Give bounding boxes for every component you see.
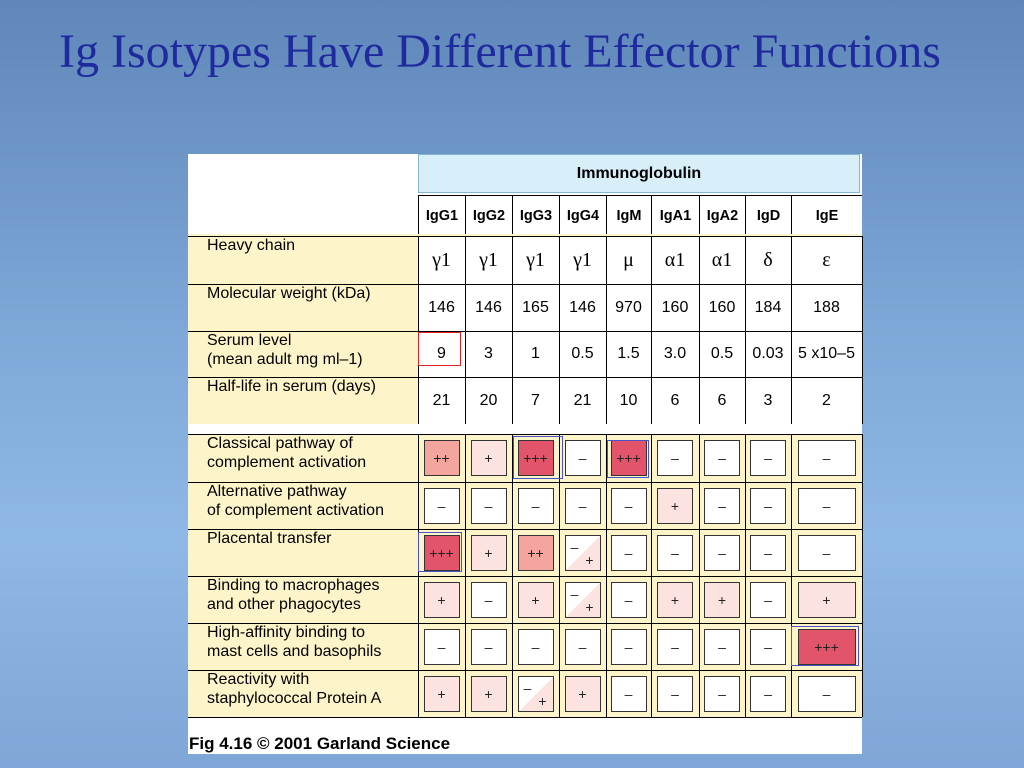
property-value: γ1 <box>573 248 592 271</box>
row-label-line: (mean adult mg ml–1) <box>207 351 363 368</box>
col-rule <box>862 236 863 424</box>
property-value: 21 <box>573 391 592 409</box>
property-value: 146 <box>428 298 455 316</box>
column-header-igg1: IgG1 <box>418 196 465 236</box>
property-value: γ1 <box>432 248 451 271</box>
row-label-line: Serum level <box>207 332 292 349</box>
property-value: 3 <box>763 391 773 409</box>
col-rule <box>418 434 419 717</box>
activity-symbol: – <box>657 440 693 476</box>
activity-symbol: – <box>750 440 786 476</box>
activity-symbol: + <box>471 676 507 712</box>
col-rule <box>791 434 792 717</box>
property-value: 3 <box>484 345 493 362</box>
activity-symbol: – <box>565 629 601 665</box>
activity-symbol: + <box>518 582 554 618</box>
activity-symbol: – <box>798 535 856 571</box>
column-header-igg3: IgG3 <box>512 196 559 236</box>
activity-symbol: + <box>471 535 507 571</box>
column-header-igg2: IgG2 <box>465 196 512 236</box>
symbol-minus: – <box>570 585 579 602</box>
activity-symbol: – <box>565 488 601 524</box>
highlight-box <box>418 332 461 366</box>
activity-symbol: – <box>611 676 647 712</box>
property-value: 5 x10–5 <box>798 345 855 362</box>
activity-symbol: – <box>611 629 647 665</box>
activity-symbol: – <box>704 629 740 665</box>
column-header-igg4: IgG4 <box>559 196 606 236</box>
activity-symbol: + <box>424 676 460 712</box>
activity-symbol: – <box>471 629 507 665</box>
row-label-line: Alternative pathway <box>207 483 347 500</box>
row-label-line: Classical pathway of <box>207 435 353 452</box>
property-value: 21 <box>432 391 451 409</box>
property-value: γ1 <box>479 248 498 271</box>
activity-symbol: – <box>704 676 740 712</box>
symbol-plus: + <box>585 551 594 568</box>
row-label-line: Placental transfer <box>207 530 332 547</box>
row-label-line: mast cells and basophils <box>207 643 382 660</box>
function-row-label <box>188 434 418 482</box>
row-label-line: Molecular weight (kDa) <box>207 285 371 302</box>
property-value: ε <box>822 248 831 271</box>
property-value: 1.5 <box>617 345 640 362</box>
row-label-line: and other phagocytes <box>207 596 361 613</box>
row-label-line: complement activation <box>207 454 367 471</box>
activity-symbol: – <box>518 488 554 524</box>
row-rule <box>188 717 862 718</box>
activity-symbol <box>518 676 554 712</box>
property-value: 3.0 <box>663 345 687 362</box>
activity-symbol: +++ <box>424 535 460 571</box>
property-row-label <box>188 331 418 377</box>
col-rule <box>465 434 466 717</box>
activity-symbol: – <box>657 629 693 665</box>
property-value: 165 <box>522 298 549 316</box>
symbol-minus: – <box>570 538 579 555</box>
function-row-label <box>188 529 418 576</box>
column-header-ige: IgE <box>791 196 862 236</box>
activity-symbol <box>565 535 601 571</box>
activity-symbol: ++ <box>518 535 554 571</box>
property-value: 188 <box>813 298 840 316</box>
row-label-line: High-affinity binding to <box>207 624 366 641</box>
property-value: γ1 <box>526 248 545 271</box>
property-value: α1 <box>711 248 733 271</box>
function-row-label <box>188 670 418 717</box>
activity-symbol: – <box>518 629 554 665</box>
property-value: 2 <box>822 391 831 409</box>
function-row-label <box>188 623 418 670</box>
function-row-label <box>188 576 418 623</box>
highlight-box <box>607 440 649 478</box>
activity-symbol: – <box>750 676 786 712</box>
activity-symbol: – <box>798 676 856 712</box>
col-rule <box>699 434 700 717</box>
property-value: 0.5 <box>710 345 734 362</box>
property-value: 160 <box>661 298 689 316</box>
activity-symbol: – <box>750 582 786 618</box>
column-header-igd: IgD <box>745 196 791 236</box>
row-label-line: staphylococcal Protein A <box>207 690 382 707</box>
symbol-plus: + <box>585 598 594 615</box>
activity-symbol: – <box>798 440 856 476</box>
table-figure <box>188 154 862 754</box>
activity-symbol <box>565 582 601 618</box>
property-row-label <box>188 377 418 424</box>
col-rule <box>651 434 652 717</box>
activity-symbol: + <box>424 582 460 618</box>
activity-symbol: – <box>424 629 460 665</box>
property-value: δ <box>763 248 773 271</box>
highlight-box <box>513 436 563 479</box>
property-value: 1 <box>531 345 540 362</box>
column-header-iga2: IgA2 <box>699 196 745 236</box>
activity-symbol: – <box>471 582 507 618</box>
activity-symbol: – <box>750 488 786 524</box>
activity-symbol: – <box>611 488 647 524</box>
property-value: 10 <box>619 391 638 409</box>
function-row-label <box>188 482 418 529</box>
figure-caption: Fig 4.16 © 2001 Garland Science <box>189 734 451 753</box>
property-row-label <box>188 284 418 331</box>
activity-symbol: – <box>750 629 786 665</box>
symbol-plus: + <box>538 692 547 709</box>
property-value: 6 <box>717 391 727 409</box>
activity-symbol: – <box>471 488 507 524</box>
activity-symbol: ++ <box>424 440 460 476</box>
activity-symbol: – <box>424 488 460 524</box>
property-value: 0.03 <box>752 345 784 362</box>
activity-symbol: + <box>704 582 740 618</box>
activity-symbol: +++ <box>518 440 554 476</box>
property-value: 146 <box>475 298 502 316</box>
symbol-minus: – <box>523 679 532 696</box>
row-label-line: Reactivity with <box>207 671 310 688</box>
row-label-line: Binding to macrophages <box>207 577 380 594</box>
col-rule <box>745 434 746 717</box>
property-value: 184 <box>754 298 782 316</box>
activity-symbol: + <box>565 676 601 712</box>
activity-symbol: – <box>657 676 693 712</box>
highlight-box <box>791 626 859 666</box>
property-value: 160 <box>708 298 736 316</box>
column-header-iga1: IgA1 <box>651 196 699 236</box>
property-value: 0.5 <box>571 345 594 362</box>
activity-symbol: +++ <box>798 629 856 665</box>
property-value: 6 <box>670 391 680 409</box>
activity-symbol: + <box>471 440 507 476</box>
activity-symbol: – <box>798 488 856 524</box>
activity-symbol: – <box>565 440 601 476</box>
property-value: α1 <box>664 248 686 271</box>
col-rule <box>862 434 863 717</box>
highlight-box <box>418 532 462 572</box>
activity-symbol: – <box>704 488 740 524</box>
activity-symbol: – <box>657 535 693 571</box>
row-label-line: of complement activation <box>207 502 384 519</box>
property-value: 146 <box>569 298 596 316</box>
row-label-line: Half-life in serum (days) <box>207 378 376 395</box>
row-label-line: Heavy chain <box>207 237 296 254</box>
column-group-header: Immunoglobulin <box>418 154 860 193</box>
activity-symbol: +++ <box>611 440 647 476</box>
activity-symbol: – <box>704 535 740 571</box>
property-value: 970 <box>615 298 642 316</box>
activity-symbol: – <box>611 535 647 571</box>
property-value: 20 <box>479 391 498 409</box>
property-value: μ <box>623 248 634 271</box>
activity-symbol: + <box>657 488 693 524</box>
section-gap <box>188 424 862 434</box>
activity-symbol: + <box>798 582 856 618</box>
activity-symbol: – <box>704 440 740 476</box>
column-header-igm: IgM <box>606 196 651 236</box>
property-value: 7 <box>531 391 540 409</box>
slide-title: Ig Isotypes Have Different Effector Functions <box>59 25 941 78</box>
property-value: 9 <box>437 345 446 362</box>
property-row-label <box>188 236 418 284</box>
activity-symbol: – <box>611 582 647 618</box>
activity-symbol: + <box>657 582 693 618</box>
activity-symbol: – <box>750 535 786 571</box>
